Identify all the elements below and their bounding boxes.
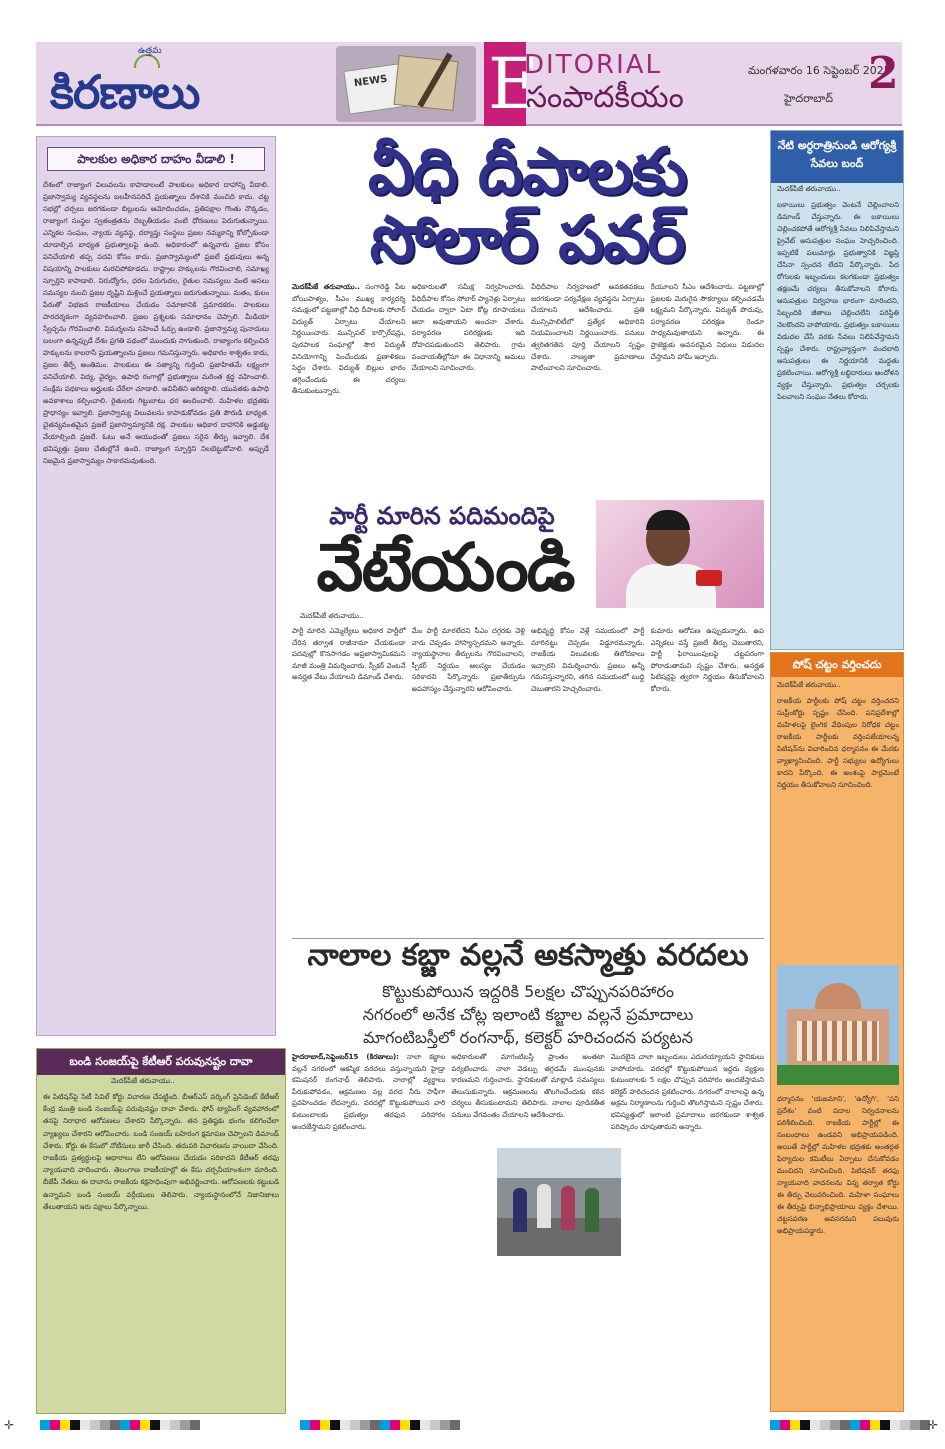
color-swatch — [80, 1420, 90, 1430]
court-story-box — [770, 652, 904, 1412]
color-swatch — [120, 1420, 130, 1430]
story-column: రేయూలని సీఎం ఆదేశించారు. పట్టణాల్లో ప్రజలకు మెరుగైన సౌకర్యాలు కల్పించడమే లక్ష్యమని పేర్కొన్నారు. విద్యుత్ పొదుపు, పర్యావరణ పరిరక్షణ రెండూ సాధ్యమవుతాయని అన్నారు. ఈ ప్రాజెక్టుకు అవసరమైన నిధులు విడుదల చేస్తామని హామీ ఇచ్చారు. — [650, 283, 764, 361]
color-swatch — [340, 1420, 350, 1430]
right-story-title: నేటి అర్ధరాత్రినుండి ఆరోగ్యశ్రీ సేవలు బంద్ — [771, 131, 903, 183]
story3-subheads — [292, 980, 764, 1049]
editorial-telugu: సంపాదకీయం — [526, 80, 684, 115]
color-swatch — [100, 1420, 110, 1430]
right-story-box — [770, 130, 904, 650]
story-column: పార్టీ మారిన ఎమ్మెల్యేలు అధికార పార్టీలో చేరిన తర్వాత రాజీనామా చేయకుండా పదవుల్లో కొనసాగడం అప్రజాస్వామికమని మాజీ మంత్రి విమర్శించారు. స్పీకర్ వెంటనే అనర్హత వేటు వేయాలని డిమాండ్ చేశారు. — [292, 627, 406, 682]
color-swatch — [860, 1420, 870, 1430]
print-color-bar — [770, 1420, 930, 1430]
color-swatch — [350, 1420, 360, 1430]
dateline: హైదరాబాద్,సెప్టెంబర్15 (కిరణాలు): — [292, 1053, 399, 1061]
color-swatch — [110, 1420, 120, 1430]
color-swatch — [170, 1420, 180, 1430]
color-swatch — [820, 1420, 830, 1430]
color-swatch — [320, 1420, 330, 1430]
color-swatch — [900, 1420, 910, 1430]
color-swatch — [890, 1420, 900, 1430]
color-swatch — [70, 1420, 80, 1430]
side-story-box — [36, 1048, 286, 1414]
subhead: మాగంటిబస్తీలో రంగనాథ్, కలెక్టర్ హరిచందన పర్యటన — [363, 1028, 693, 1047]
color-swatch — [150, 1420, 160, 1430]
color-swatch — [870, 1420, 880, 1430]
color-swatch — [370, 1420, 380, 1430]
lead-headline: వీధి దీపాలకు సోలార్ పవర్ — [367, 135, 687, 277]
story-column: అభివృద్ధి కోసం వెళ్లే సమయంలో పార్టీ మారినట్టు చెప్పడం విడ్డూరమన్నారు. రాజకీయ విలువలకు తిలోదకాలు ఇచ్చారని విమర్శించారు. ప్రజలు అన్నీ గమనిస్తున్నారని, తగిన సమయంలో బుద్ధి చెబుతారని హెచ్చరించారు. — [531, 627, 645, 693]
scroll-icon — [394, 55, 459, 111]
dateline: మెదక్‌పీజే తరువాయు.. — [292, 283, 360, 291]
color-swatch — [390, 1420, 400, 1430]
story-column — [292, 1052, 445, 1412]
registration-mark-icon: ✛ — [928, 1418, 939, 1432]
court-story-body: రాజకీయ పార్టీలకు పోష్ చట్టం వర్తించదని సుప్రీంకోర్టు స్పష్టం చేసింది. పనిప్రదేశాల్లో మహిళలపై లైంగిక వేధింపుల నిరోధక చట్టం రాజకీయ పార్టీలకు వర్తింపజేయాలన్న పిటిషన్‌ను విచారించిన ధర్మాసనం ఈ మేరకు వ్యాఖ్యానించింది. పార్టీ సభ్యులు ఉద్యోగులు కాదని పేర్కొంది. ఈ అంశంపై పార్లమెంటే నిర్ణయం తీసుకోవాలని సూచించింది. — [777, 697, 899, 789]
color-swatch — [850, 1420, 860, 1430]
color-swatch — [770, 1420, 780, 1430]
editorial-initial: E — [488, 43, 540, 125]
right-story-body: బకాయిలు ప్రభుత్వం వెంటనే చెల్లించాలని డిమాండ్ చేస్తున్నారు. ఈ బకాయిలు చెల్లించకపోతే ఆరోగ్యశ్రీ సేవలు నిలిపివేస్తామని ప్రైవేట్ ఆసుపత్రుల సంఘం హెచ్చరించింది. ఇప్పటికే పలుమార్లు ప్రభుత్వానికి విజ్ఞప్తి చేసినా స్పందన లేదని పేర్కొన్నారు. పేద రోగులకు ఇబ్బందులు కలగకుండా ప్రభుత్వం తక్షణమే చర్యలు తీసుకోవాలని కోరారు. ఆసుపత్రుల నిర్వహణ భారంగా మారిందని, సిబ్బందికి జీతాలు చెల్లించలేని పరిస్థితి నెలకొందని వాపోయారు. ప్రభుత్వం బకాయిలు విడుదల చేసే వరకు సేవలు నిలిపివేస్తామని స్పష్టం చేశారు. రాష్ట్రవ్యాప్తంగా వందలాది ఆసుపత్రులు ఈ నిర్ణయానికి మద్దతు ప్రకటించాయి. ఆరోగ్యశ్రీ లబ్ధిదారులు ఆందోళన వ్యక్తం చేస్తున్నారు. ప్రభుత్వం చర్చలకు పిలవాలని సంఘం నేతలు కోరారు. — [777, 201, 899, 401]
color-swatch — [400, 1420, 410, 1430]
story-column: వీధిదీపాల నిర్వహణలో అవకతవకలు జరగకుండా పర్యవేక్షణ వ్యవస్థను ఏర్పాటు చేయాలని ఆదేశించారు. ప్రతి మున్సిపాలిటీలో ప్రత్యేక అధికారిని నియమించాలని నిర్ణయించారు. పనులు త్వరితగతిన పూర్తి చేయాలని స్పష్టం చేశారు. నాణ్యతా ప్రమాణాలు పాటించాలని సూచించారు. — [531, 283, 645, 373]
dateline: మెదక్‌పీజే తరువాయు.. — [300, 612, 364, 620]
court-story-title: పోష్ చట్టం వర్తించదు — [771, 653, 903, 677]
issue-date: మంగళవారం 16 సెప్టెంబర్ 2025 — [748, 64, 891, 77]
story-column: కుమారు ఆరోపణ ఉప్పుడున్నారు. ఉప ఎన్నికలు వస్తే ప్రజలే తీర్పు చెబుతారని, పార్టీ ఫిరాయింపులపై చట్టపరంగా పోరాడుతామని స్పష్టం చేశారు. అనర్హత పిటిషన్లపై త్వరగా నిర్ణయం తీసుకోవాలని కోరారు. — [650, 627, 764, 693]
microphone-icon — [696, 570, 722, 586]
issue-city: హైదరాబాద్ — [784, 92, 833, 105]
story-column: అధికారులతో మాగంటిబస్తీ ప్రాంతం అంతటా పర్యటించారు. నాలా వెడల్పు తగ్గడమే ముంపునకు కారణమని గుర్తించారు. స్థానికులతో మాట్లాడి సమస్యలు తెలుసుకున్నారు. ఆక్రమణలను తొలగించేందుకు కఠిన చర్యలు తీసుకుంటామని తెలిపారు. నాలాల పూడికతీత పనులు వేగవంతం చేయాలని ఆదేశించారు. — [451, 1053, 605, 1119]
color-swatch — [160, 1420, 170, 1430]
print-color-bar — [40, 1420, 200, 1430]
story-column: మేం పార్టీ మారలేదని సీఎం దగ్గరకు వెళ్లి వారు చెప్పడం హాస్యాస్పదమని అన్నారు. న్యాయస్థానాల తీర్పులను గౌరవించాలని, స్పీకర్ నిర్ణయం ఆలస్యం చేయడం సరికాదని పేర్కొన్నారు. ప్రజాతీర్పును అపహాస్యం చేస్తున్నారని ఆరోపించారు. — [411, 627, 525, 693]
color-swatch — [190, 1420, 200, 1430]
story-column: మొదలైన చాలా ఇబ్బందులు ఎదురయ్యాయని స్థానికులు వాపోయారు. వరదల్లో కొట్టుకుపోయిన ఇద్దరు వ్యక్తుల కుటుంబాలకు 5 లక్షల చొప్పున పరిహారం అందజేస్తామని కలెక్టర్ హరిచందన ప్రకటించారు. నగరంలో నాలాలపై ఉన్న అక్రమ నిర్మాణాలను గుర్తించి తొలగిస్తామని స్పష్టం చేశారు. భవిష్యత్తులో ఇలాంటి ప్రమాదాలు జరగకుండా శాశ్వత పరిష్కారం చూపుతామని అన్నారు. — [610, 1053, 764, 1131]
court-story-body-continued: ధర్మాసనం 'యజమాని', 'ఉద్యోగి', 'పని ప్రదేశం' వంటి పదాల నిర్వచనాలను పరిశీలించింది. రాజకీయ పార్టీల్లో ఈ సంబంధాలు ఉండవని అభిప్రాయపడింది. అయితే పార్టీల్లో మహిళల భద్రతకు అంతర్గత ఫిర్యాదుల కమిటీలు ఏర్పాటు చేసుకోవడం మంచిదని సూచించింది. పిటిషనర్ తరఫు న్యాయవాది వాదనలను విన్న తర్వాత కోర్టు ఈ తీర్పు వెలువరించింది. మహిళా సంఘాలు ఈ తీర్పుపై భిన్నాభిప్రాయాలు వ్యక్తం చేశాయి. చట్టసవరణ అవసరమని పలువురు అభిప్రాయపడ్డారు. — [777, 1095, 899, 1235]
color-swatch — [810, 1420, 820, 1430]
story-column: అధికారులతో సమీక్ష నిర్వహించారు. వీధిదీపాల కోసం సోలార్ ప్యానెళ్లు ఏర్పాటు చేయడం ద్వారా ఏటా కోట్ల రూపాయలు ఆదా అవుతాయని అంచనా వేశారు. పర్యావరణ పరిరక్షణకు ఇది దోహదపడుతుందని తెలిపారు. గ్రామ పంచాయతీల్లోనూ ఈ విధానాన్ని అమలు చేయాలని సూచించారు. — [411, 283, 525, 373]
color-swatch — [140, 1420, 150, 1430]
color-swatch — [830, 1420, 840, 1430]
side-story-body: ఈ పిటిషన్‌పై సిటీ సివిల్ కోర్టు విచారణ చేపట్టింది. బీఆర్ఎస్ వర్కింగ్ ప్రెసిడెంట్ కేటీఆర్ కేంద్ర మంత్రి బండి సంజయ్‌పై పరువునష్టం దావా వేశారు. ఫోన్ ట్యాపింగ్ వ్యవహారంలో తనపై నిరాధార ఆరోపణలు చేశారని పేర్కొన్నారు. తన ప్రతిష్ఠకు భంగం కలిగించేలా వ్యాఖ్యలు చేశారని ఆరోపించారు. బండి సంజయ్ బహిరంగ క్షమాపణ చెప్పాలని డిమాండ్ చేశారు. కోర్టు ఈ కేసులో నోటీసులు జారీ చేసింది. తదుపరి విచారణను వాయిదా వేసింది. రాజకీయ ప్రత్యర్థులపై ఆధారాలు లేని ఆరోపణలు చేయడం సరికాదని కేటీఆర్ తరఫు న్యాయవాది వాదించారు. తెలంగాణ రాజకీయాల్లో ఈ కేసు చర్చనీయాంశంగా మారింది. బీజేపీ నేతలు ఈ దావాను రాజకీయ కక్షసాధింపుగా అభివర్ణించారు. ఆరోపణలకు కట్టుబడి ఉన్నామని బండి సంజయ్ వర్గీయులు తెలిపారు. న్యాయస్థానంలోనే నిజానిజాలు తేలుతాయని ఇరు పక్షాలు పేర్కొన్నాయి. — [43, 1093, 279, 1211]
speaker-photo — [596, 500, 764, 608]
masthead — [36, 42, 902, 126]
color-swatch — [90, 1420, 100, 1430]
color-swatch — [410, 1420, 420, 1430]
subhead: కొట్టుకుపోయిన ఇద్దరికి 5లక్షల చొప్పునపరిహారం — [382, 982, 674, 1001]
color-swatch — [450, 1420, 460, 1430]
color-swatch — [310, 1420, 320, 1430]
story2-headline: వేటేయండి — [316, 529, 574, 606]
story-text: నాలా కబ్జాల వల్లనే నగరంలో ఆకస్మిక వరదలు వస్తున్నాయని హైడ్రా కమిషనర్ రంగనాథ్ తెలిపారు. నాలాల్లో వ్యర్థాలు పేరుకుపోవడం, ఆక్రమణల వల్ల వరద నీరు సాఫీగా ప్రవహించడం లేదన్నారు. వరదల్లో కొట్టుకుపోయిన వారి కుటుంబాలకు ప్రభుత్వం తరఫున పరిహారం అందజేస్తామని ప్రకటించారు. — [292, 1053, 446, 1131]
dateline: మెదక్‌పీజే తరువాయు.. — [111, 1077, 175, 1085]
lead-story-body — [292, 282, 764, 494]
subhead: నగరంలో అనేక చోట్ల ఇలాంటి కబ్జాల వల్లనే ప్రమాదాలు — [362, 1005, 694, 1024]
color-swatch — [180, 1420, 190, 1430]
color-swatch — [910, 1420, 920, 1430]
color-swatch — [780, 1420, 790, 1430]
inspection-photo — [497, 1148, 621, 1256]
story2-body — [292, 626, 764, 890]
color-swatch — [800, 1420, 810, 1430]
logo-tagline: ఉత్తమ — [138, 46, 162, 56]
dateline: మెదక్‌పీజే తరువాయు.. — [777, 185, 841, 193]
color-swatch — [130, 1420, 140, 1430]
story-text: సంగారెడ్డి పేట బోయిపాళ్యం, సీఎం ముఖ్య కార్యదర్శి సమక్షంలో పట్టణాల్లో వీధి దీపాలకు సోలార్ విద్యుత్ ఏర్పాటు చేయాలని నిర్ణయించారు. మున్సిపల్ కార్పొరేషన్లు, పురపాలక సంఘాల్లో సౌర విద్యుత్ వినియోగాన్ని పెంచేందుకు ప్రణాళికలు సిద్ధం చేశారు. విద్యుత్ బిల్లుల భారం తగ్గించేందుకు ఈ చర్యలు తీసుకుంటున్నారు. — [292, 283, 406, 396]
page-number: 2 — [868, 48, 899, 99]
color-swatch — [50, 1420, 60, 1430]
newspaper-graphic — [336, 46, 476, 122]
color-swatch — [380, 1420, 390, 1430]
color-swatch — [440, 1420, 450, 1430]
logo-text: కిరణాలు — [50, 65, 200, 119]
story2-kicker: పార్టీ మారిన పదిమందిపై — [329, 502, 555, 530]
story-column — [292, 282, 406, 494]
side-story-title: బండి సంజయ్‌పై కేటీఆర్ పరువునష్టం దావా — [37, 1049, 285, 1075]
color-swatch — [430, 1420, 440, 1430]
color-swatch — [330, 1420, 340, 1430]
registration-mark-icon: ✛ — [4, 1418, 15, 1432]
editorial-body: దేశంలో రాజ్యాంగ విలువలను కాపాడాలంటే పాలకులు అధికార దాహాన్ని వీడాలి. ప్రజాస్వామ్య వ్యవస్థలను బలహీనపరిచే ప్రయత్నాలు దేశానికి మంచిది కాదు. చట్ట సభల్లో చర్చలు జరగకుండా బిల్లులను ఆమోదించడం, ప్రతిపక్షాల గొంతు నొక్కడం, రాజ్యాంగ సంస్థల స్వతంత్రతను దెబ్బతీయడం వంటి ధోరణులు పెరుగుతున్నాయి. ఎన్నికల సంఘం, న్యాయ వ్యవస్థ, దర్యాప్తు సంస్థలు ప్రజల నమ్మకాన్ని కోల్పోకుండా చూడాల్సిన బాధ్యత ప్రభుత్వాలపై ఉంది. అధికారంలో ఉన్నవారు ప్రజల కోసం పనిచేయాలి తప్ప పదవి కోసం కాదు. ప్రజాస్వామ్యంలో ప్రజలే ప్రభువులు అన్న విషయాన్ని పాలకులు మరచిపోకూడదు. రాష్ట్రాల హక్కులను గౌరవించాలి, సమాఖ్య స్ఫూర్తిని కాపాడాలి. నిరుద్యోగం, ధరల పెరుగుదల, రైతుల సమస్యలు వంటి అసలు సమస్యల నుంచి ప్రజల దృష్టిని మళ్లించే ప్రయత్నాలు జరుగుతున్నాయి. మతం, కులం పేరుతో విభజన రాజకీయాలు చేయడం సమాజానికి ప్రమాదకరం. పాలకులు పారదర్శకంగా వ్యవహరించాలి. ప్రజల ప్రశ్నలకు సమాధానం చెప్పాలి. మీడియా స్వేచ్ఛను గౌరవించాలి. విమర్శలను సహించే ఓర్పు ఉండాలి. ప్రజాస్వామ్య పునాదులు బలంగా ఉన్నప్పుడే దేశం ప్రగతి పథంలో ముందుకు సాగుతుంది. రాజ్యాంగం కల్పించిన హక్కులను కాలరాసే ప్రయత్నాలను ప్రజలు గమనిస్తున్నారు. అధికారం శాశ్వతం కాదు, ప్రజల తీర్పే అంతిమం. పాలకులు ఈ సత్యాన్ని గుర్తించి ప్రజాహితమే లక్ష్యంగా పనిచేయాలి. విద్య, వైద్యం, ఉపాధి రంగాల్లో ప్రభుత్వాలు మరింత శ్రద్ధ వహించాలి. సంక్షేమ పథకాలు అర్హులకు చేరేలా చూడాలి. అవినీతిని అరికట్టాలి. యువతకు ఉపాధి అవకాశాలు కల్పించాలి. రైతులకు గిట్టుబాటు ధర అందించాలి. మహిళల భద్రతకు ప్రాధాన్యం ఇవ్వాలి. ప్రజాస్వామ్య విలువలను కాపాడుకోవడం ప్రతి పౌరుడి బాధ్యత. చైతన్యవంతమైన ప్రజలే ప్రజాస్వామ్యానికి రక్ష. పాలకుల అధికార దాహానికి అడ్డుకట్ట వేయాల్సింది ప్రజలే. ఓటు అనే ఆయుధంతో ప్రజలు సరైన తీర్పు ఇవ్వాలి. దేశ భవిష్యత్తు ప్రజల చేతుల్లోనే ఉంది. రాజ్యాంగ స్ఫూర్తిని నిలబెట్టుకోవాలి. అప్పుడే నిజమైన ప్రజాస్వామ్యం సాకారమవుతుంది. — [43, 181, 269, 465]
editorial-label: DITORIAL — [524, 50, 663, 80]
story3-headline: నాలాల కబ్జా వల్లనే అకస్మాత్తు వరదలు — [292, 938, 764, 972]
print-color-bar — [300, 1420, 460, 1430]
editorial-column — [36, 136, 276, 1036]
color-swatch — [840, 1420, 850, 1430]
color-swatch — [360, 1420, 370, 1430]
newspaper-logo — [46, 46, 336, 122]
color-swatch — [880, 1420, 890, 1430]
supreme-court-photo — [777, 965, 899, 1085]
color-swatch — [420, 1420, 430, 1430]
color-swatch — [40, 1420, 50, 1430]
color-swatch — [300, 1420, 310, 1430]
color-swatch — [790, 1420, 800, 1430]
color-swatch — [60, 1420, 70, 1430]
editorial-title: పాలకుల అధికార దాహం వీడాలి ! — [47, 147, 265, 171]
dateline: మెదక్‌పీజే తరువాయు.. — [777, 681, 841, 689]
news-word: NEWS — [353, 73, 389, 90]
